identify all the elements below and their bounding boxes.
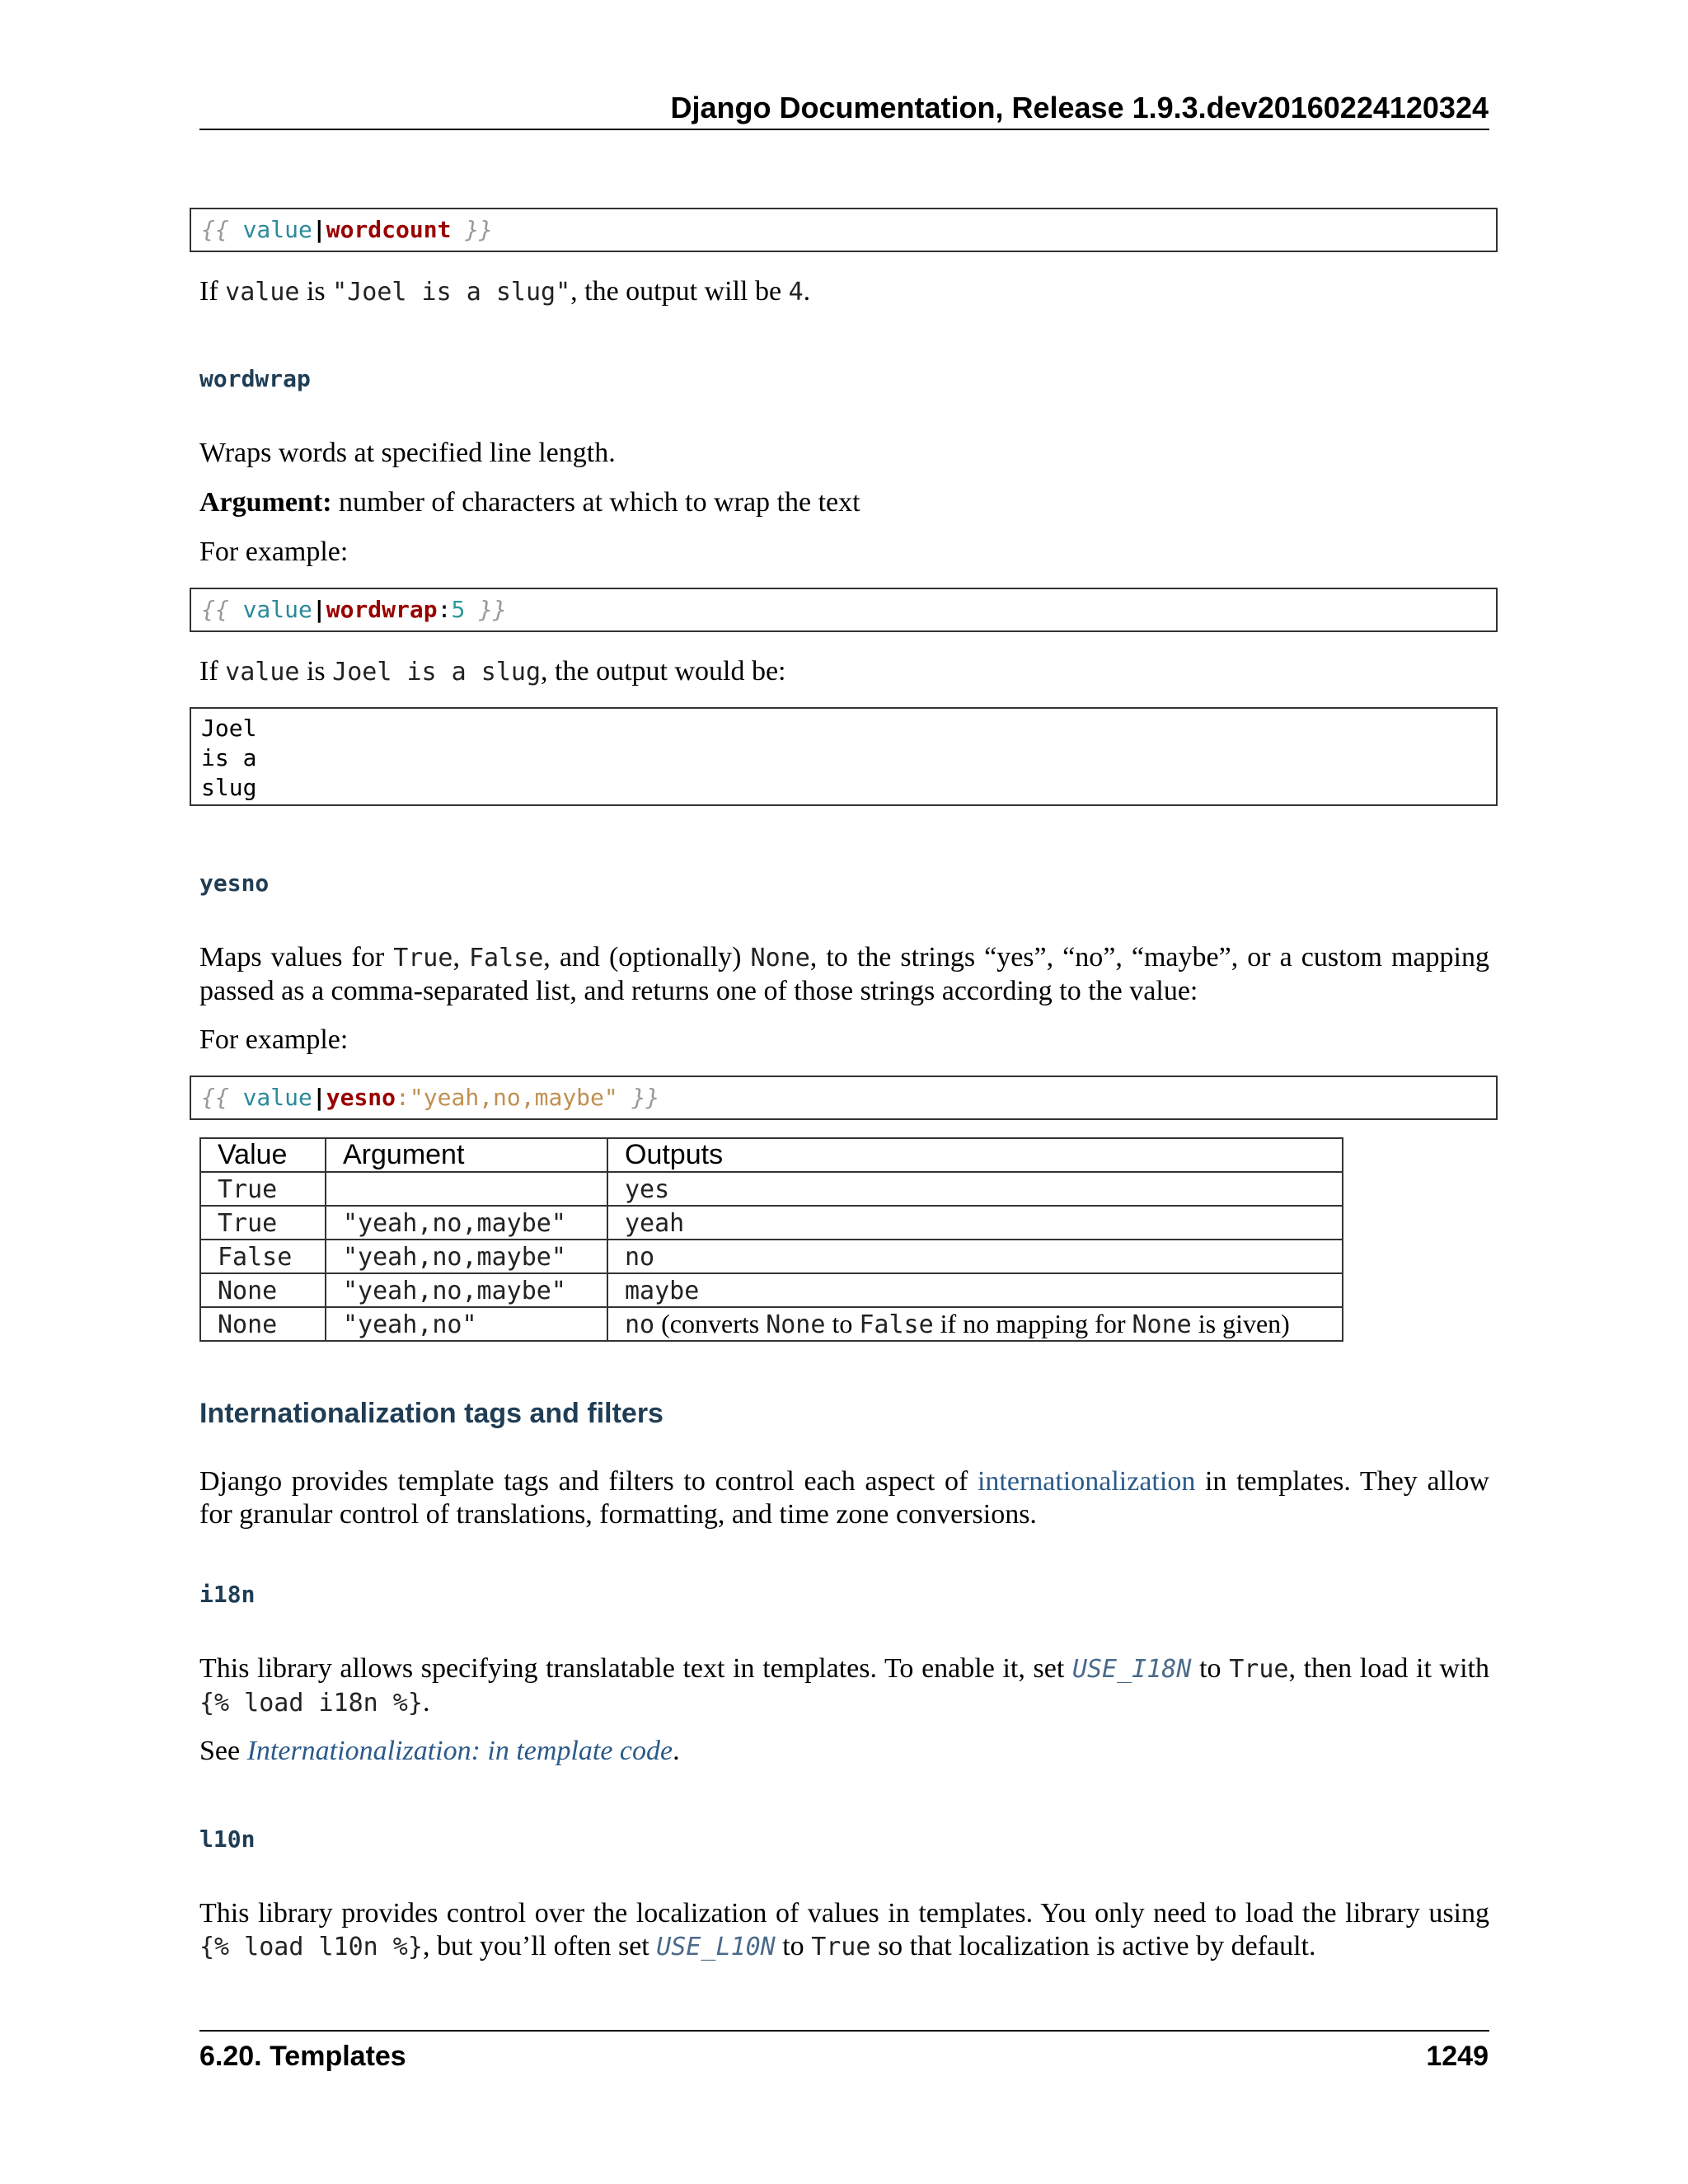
output-line: is a bbox=[201, 744, 257, 771]
use-i18n-link[interactable]: USE_I18N bbox=[1071, 1655, 1192, 1684]
i18n-see-also: See Internationalization: in template code. bbox=[199, 1736, 680, 1766]
code-variable: value bbox=[242, 216, 312, 243]
yesno-outputs-table bbox=[199, 1137, 1343, 1342]
i18n-heading: i18n bbox=[199, 1581, 256, 1608]
table-header-row bbox=[200, 1138, 1343, 1172]
use-l10n-link[interactable]: USE_L10N bbox=[656, 1933, 776, 1961]
footer-rule bbox=[199, 2030, 1489, 2032]
code-close-brace: }} bbox=[465, 216, 494, 243]
table-header: Argument bbox=[326, 1138, 607, 1172]
table-row: True yes bbox=[200, 1172, 1343, 1206]
yesno-example-label: For example: bbox=[199, 1024, 349, 1055]
i18n-section-paragraph: Django provides template tags and filters to control each aspect of internationalization in templates. They allow for granular control of translations, formatting, and time zone conversions. bbox=[199, 1466, 1489, 1530]
i18n-template-code-link[interactable]: Internationalization: in template code bbox=[246, 1736, 673, 1766]
yesno-description: Maps values for True, False, and (optionally) None, to the strings “yes”, “no”, “maybe”, or a custom mapping passed as a comma-separated list, and returns one of those strings according to the value: bbox=[199, 942, 1489, 1006]
section-heading: Internationalization tags and filters bbox=[199, 1398, 663, 1429]
code-pipe: | bbox=[312, 216, 326, 243]
table-header: Outputs bbox=[607, 1138, 1343, 1172]
code-filter: wordcount bbox=[326, 216, 452, 243]
i18n-paragraph: This library allows specifying translatable text in templates. To enable it, set USE_I18N to True, then load it with {% load i18n %}. bbox=[199, 1653, 1489, 1718]
wordwrap-description: Wraps words at specified line length. bbox=[199, 438, 616, 468]
internationalization-link[interactable]: internationalization bbox=[977, 1466, 1196, 1497]
wordwrap-argument: Argument: number of characters at which to wrap the text bbox=[199, 487, 860, 518]
yesno-heading: yesno bbox=[199, 869, 270, 897]
wordcount-result: If value is "Joel is a slug", the output will be 4. bbox=[199, 276, 811, 307]
output-line: Joel bbox=[201, 715, 257, 742]
l10n-heading: l10n bbox=[199, 1825, 256, 1853]
wordwrap-heading: wordwrap bbox=[199, 365, 311, 392]
table-row: False "yeah,no,maybe" no bbox=[200, 1240, 1343, 1273]
wordwrap-code-block: {{ value|wordwrap:5 }} bbox=[190, 588, 1498, 632]
table-row: None "yeah,no,maybe" maybe bbox=[200, 1273, 1343, 1307]
l10n-paragraph: This library provides control over the localization of values in templates. You only need to load the library using {% load l10n %}, but you’ll often set USE_L10N to True so that localization is active by default. bbox=[199, 1898, 1489, 1961]
footer-section: 6.20. Templates bbox=[199, 2041, 406, 2072]
code-open-brace: {{ bbox=[201, 216, 229, 243]
wordwrap-output-block bbox=[190, 707, 1498, 806]
table-row: None "yeah,no" no (converts None to False if no mapping for None is given) bbox=[200, 1307, 1343, 1341]
header-rule bbox=[199, 129, 1489, 130]
table-row: True "yeah,no,maybe" yeah bbox=[200, 1206, 1343, 1240]
output-line: slug bbox=[201, 774, 257, 801]
yesno-code-block: {{ value|yesno:"yeah,no,maybe" }} bbox=[190, 1076, 1498, 1120]
table-header: Value bbox=[200, 1138, 326, 1172]
page-number: 1249 bbox=[1426, 2041, 1489, 2072]
wordwrap-example-label: For example: bbox=[199, 537, 349, 567]
wordwrap-result: If value is Joel is a slug, the output would be: bbox=[199, 656, 786, 687]
wordcount-code-block bbox=[190, 208, 1498, 252]
running-header: Django Documentation, Release 1.9.3.dev20160224120324 bbox=[670, 91, 1489, 124]
